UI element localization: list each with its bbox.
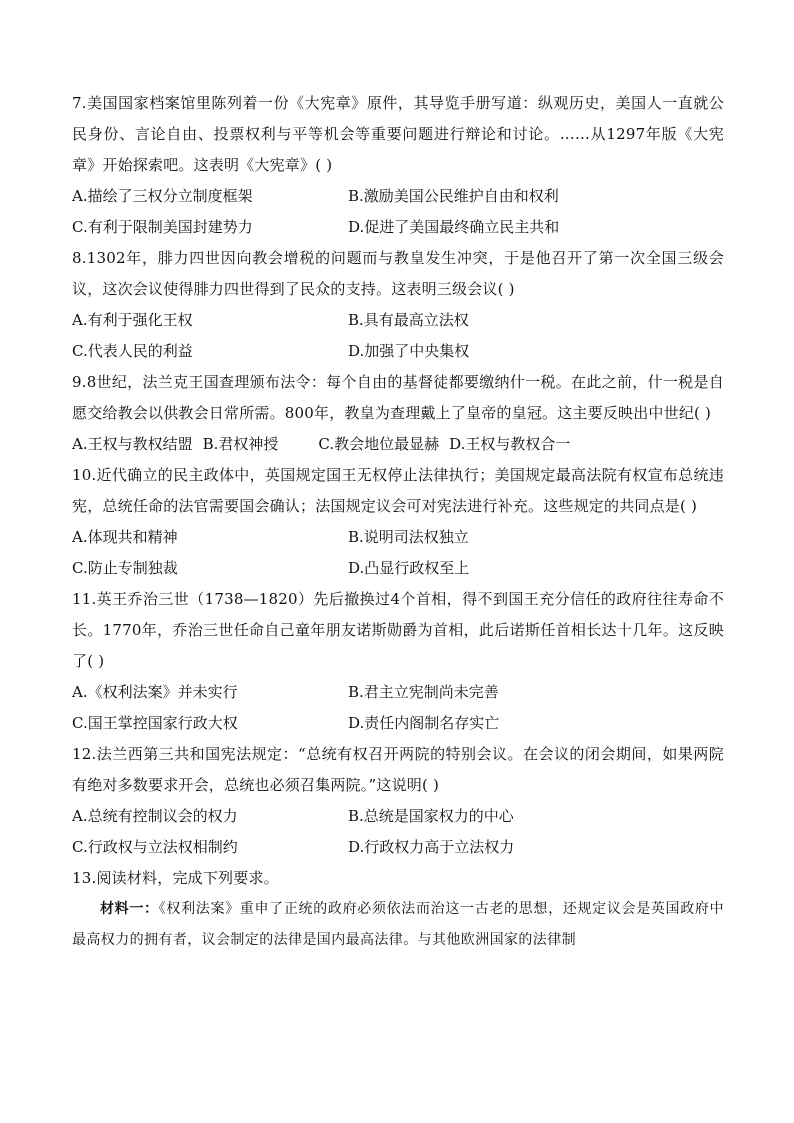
q10-option-c: C.防止专制独裁 — [72, 559, 178, 577]
q11-option-a: A.《权利法案》并未实行 — [72, 683, 238, 701]
q8-option-d: D.加强了中央集权 — [348, 342, 470, 360]
question-10-options — [72, 522, 724, 584]
question-8-stem: 8.1302年，腓力四世因向教会增税的问题而与教皇发生冲突，于是他召开了第一次全国三级会议，这次会议使得腓力四世得到了民众的支持。这表明三级会议( ) — [72, 249, 724, 298]
material-one — [72, 894, 724, 956]
question-10-stem: 10.近代确立的民主政体中，英国规定国王无权停止法律执行；美国规定最高法院有权宣布总统违宪，总统任命的法官需要国会确认；法国规定议会可对宪法进行补充。这些规定的共同点是( ) — [72, 466, 724, 515]
question-11-stem: 11.英王乔治三世（1738—1820）先后撤换过4个首相，得不到国王充分信任的政府往往寿命不长。1770年，乔治三世任命自己童年朋友诺斯勋爵为首相，此后诺斯任首相长达十几年。这反映了( ) — [72, 590, 724, 670]
q12-option-a: A.总统有控制议会的权力 — [72, 807, 238, 825]
q9-option-c: C.教会地位最显赫 — [318, 435, 440, 453]
q11-option-c: C.国王掌控国家行政大权 — [72, 714, 238, 732]
material-one-label: 材料一： — [100, 901, 159, 917]
question-11-options — [72, 677, 724, 739]
q12-option-d: D.行政权力高于立法权力 — [348, 838, 515, 856]
question-7-options — [72, 181, 724, 243]
question-12-options — [72, 801, 724, 863]
q12-option-c: C.行政权与立法权相制约 — [72, 838, 238, 856]
q8-option-b: B.具有最高立法权 — [348, 311, 469, 329]
q8-option-c: C.代表人民的利益 — [72, 342, 193, 360]
question-8-options — [72, 305, 724, 367]
q9-option-d: D.王权与教权合一 — [449, 435, 571, 453]
q9-option-b: B.君权神授 — [202, 435, 279, 453]
q10-option-a: A.体现共和精神 — [72, 528, 178, 546]
q7-option-b: B.激励美国公民维护自由和权利 — [348, 187, 559, 205]
question-7-stem: 7.美国国家档案馆里陈列着一份《大宪章》原件，其导览手册写道：纵观历史，美国人一直就公民身份、言论自由、投票权利与平等机会等重要问题进行辩论和讨论。……从1297年版《大宪章》开始探索吧。这表明《大宪章》( ) — [72, 94, 724, 174]
question-13-stem: 13.阅读材料，完成下列要求。 — [72, 869, 279, 887]
q8-option-a: A.有利于强化王权 — [72, 311, 193, 329]
question-9-options — [72, 429, 724, 460]
question-12-stem: 12.法兰西第三共和国宪法规定：“总统有权召开两院的特别会议。在会议的闭会期间，如果两院有绝对多数要求开会，总统也必须召集两院。”这说明( ) — [72, 745, 724, 794]
exam-page — [72, 88, 724, 956]
q11-option-b: B.君主立宪制尚未完善 — [348, 683, 499, 701]
q10-option-b: B.说明司法权独立 — [348, 528, 469, 546]
q7-option-a: A.描绘了三权分立制度框架 — [72, 187, 253, 205]
q7-option-c: C.有利于限制美国封建势力 — [72, 218, 253, 236]
q12-option-b: B.总统是国家权力的中心 — [348, 807, 514, 825]
q9-option-a: A.王权与教权结盟 — [72, 435, 193, 453]
material-one-text: 《权利法案》重申了正统的政府必须依法而治这一古老的思想，还规定议会是英国政府中最高权力的拥有者，议会制定的法律是国内最高法律。与其他欧洲国家的法律制 — [72, 901, 724, 948]
q11-option-d: D.责任内阁制名存实亡 — [348, 714, 500, 732]
question-9-stem: 9.8世纪，法兰克王国查理颁布法令：每个自由的基督徒都要缴纳什一税。在此之前，什一税是自愿交给教会以供教会日常所需。800年，教皇为查理戴上了皇帝的皇冠。这主要反映出中世纪( ) — [72, 373, 724, 422]
q10-option-d: D.凸显行政权至上 — [348, 559, 470, 577]
q7-option-d: D.促进了美国最终确立民主共和 — [348, 218, 560, 236]
